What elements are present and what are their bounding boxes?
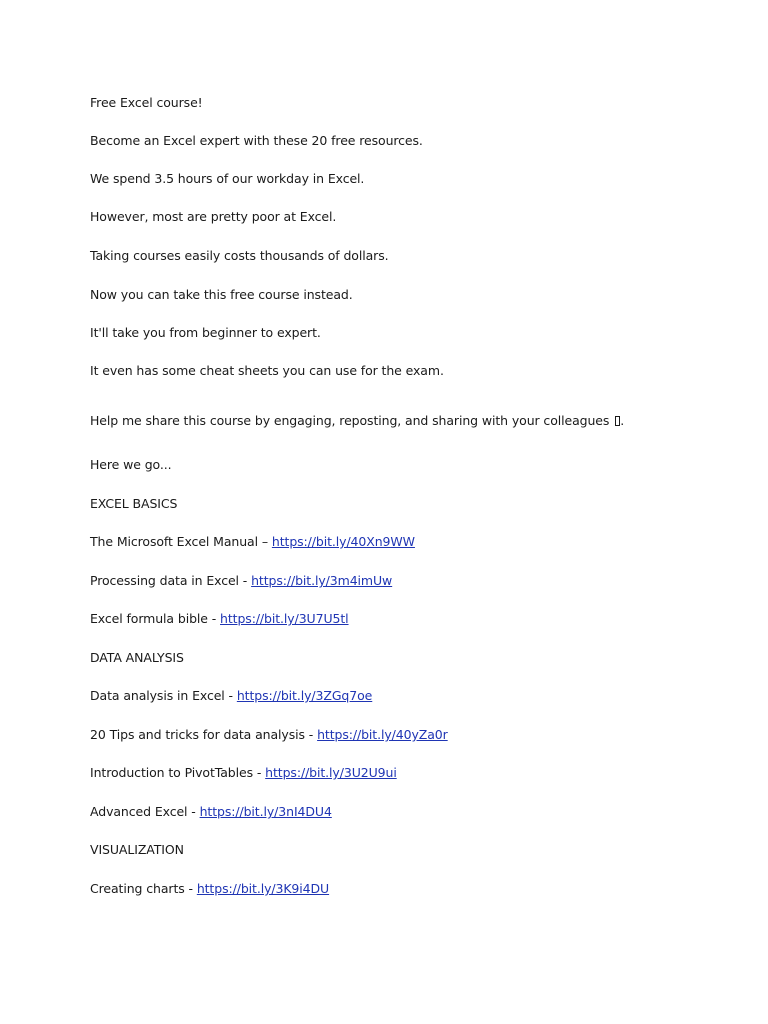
resource-item [90, 533, 415, 551]
section-heading-basics: EXCEL BASICS [90, 496, 178, 511]
resource-item [90, 764, 397, 782]
resource-link[interactable]: https://bit.ly/3m4imUw [251, 573, 393, 588]
resource-label: Introduction to PivotTables - [90, 765, 266, 780]
resource-label: 20 Tips and tricks for data analysis - [90, 727, 318, 742]
resource-item [90, 610, 349, 628]
resource-link[interactable]: https://bit.ly/3nI4DU4 [199, 804, 332, 819]
section-heading-analysis: DATA ANALYSIS [90, 650, 184, 665]
intro-paragraph: However, most are pretty poor at Excel. [90, 209, 337, 224]
resource-item [90, 572, 392, 590]
intro-paragraph: Taking courses easily costs thousands of dollars. [90, 248, 389, 263]
resource-item [90, 726, 448, 744]
document-title: Free Excel course! [90, 95, 203, 110]
resource-item [90, 880, 329, 898]
share-text-end: . [620, 413, 625, 428]
intro-paragraph: It'll take you from beginner to expert. [90, 325, 321, 340]
resource-label: Excel formula bible - [90, 611, 221, 626]
resource-item [90, 687, 372, 705]
resource-link[interactable]: https://bit.ly/3U2U9ui [265, 765, 397, 780]
resource-link[interactable]: https://bit.ly/3K9i4DU [196, 881, 330, 896]
resource-label: Creating charts - [90, 881, 197, 896]
intro-paragraph: We spend 3.5 hours of our workday in Excel. [90, 171, 365, 186]
resource-item [90, 803, 332, 821]
section-heading-visualization: VISUALIZATION [90, 842, 184, 857]
resource-label: Advanced Excel - [90, 804, 200, 819]
resource-label: The Microsoft Excel Manual – [90, 534, 272, 549]
intro-paragraph: Here we go... [90, 457, 172, 472]
resource-link[interactable]: https://bit.ly/3U7U5tl [220, 611, 349, 626]
share-paragraph [90, 412, 624, 430]
intro-paragraph: It even has some cheat sheets you can use for the exam. [90, 363, 444, 378]
share-text: Help me share this course by engaging, reposting, and sharing with your colleagues [90, 413, 614, 428]
resource-link[interactable]: https://bit.ly/3ZGq7oe [236, 688, 373, 703]
resource-label: Data analysis in Excel - [90, 688, 237, 703]
resource-label: Processing data in Excel - [90, 573, 252, 588]
resource-link[interactable]: https://bit.ly/40Xn9WW [271, 534, 415, 549]
resource-link[interactable]: https://bit.ly/40yZa0r [317, 727, 448, 742]
intro-paragraph: Now you can take this free course instead. [90, 287, 353, 302]
intro-paragraph: Become an Excel expert with these 20 free resources. [90, 133, 423, 148]
